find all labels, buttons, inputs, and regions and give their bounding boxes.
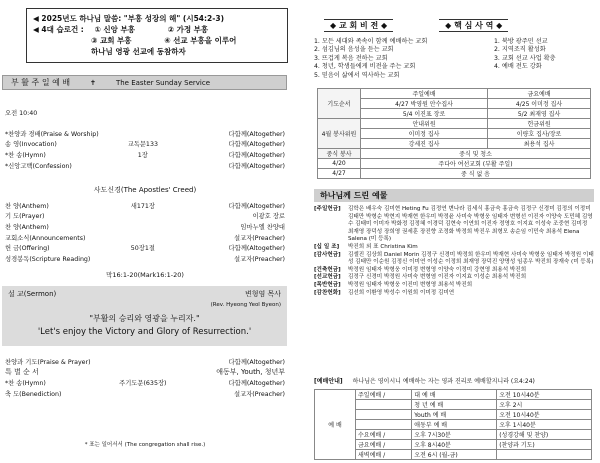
offering-list (314, 206, 594, 297)
creed-label: 사도신경(The Apostles' Creed) (93, 186, 197, 194)
order-row: 찬양과 기도(Praise & Prayer) 다함께(Altogether) (5, 358, 285, 366)
scripture-ref: 막16:1-20(Mark16:1-20) (106, 271, 184, 279)
service-time: 오전 10:40 (5, 110, 38, 117)
order-row: 성경봉독(Scripture Reading) 설교자(Preacher) (5, 255, 285, 263)
order-top (5, 128, 285, 170)
order-row: *찬 송(Hymn) 주기도문(635장) 다함께(Altogether) (5, 379, 285, 387)
offering-row: [건축헌금] 박정원 임태자 박형웅 이미정 변형영 이양숙 이정미 강현영 최용석 박진희 (314, 266, 527, 273)
list-item: 5. 믿음이 삶에서 역사하는 교회 (314, 71, 400, 79)
vision-list (314, 38, 494, 80)
offering-row: [선교헌금] 김정구 신경미 박정원 사미숙 변형염 이진자 이지효 이성순 최용석 박진희 (314, 274, 527, 281)
right-column (314, 5, 594, 297)
offering-row: [주일헌금] 김학은 배우숙 김미현 Heting Fu 김정연 변나라 김세식 홍금숙 홍금숙 김정구 신경미 김정의 이정미 김태만 박형순 박현지 박재현 한우미 박정윤 사미숙 박형웅 임태자 변형선 이진자 이양숙 도민혜 김영수 김태미 이미자 박화정 김정혜 이경덕 김현숙 이연희 이진자 정영호 이지효 이성숙 조중현 김미정 최재영 장덕성 장희영 권세훈 장진향 조정화 박정희 박진우 최형모 송순임 이민숙 최용석 Elena Salena (미 등록) (314, 206, 593, 243)
year-verse-line: ◀ 2025년도 하나님 말씀: "부흥 성장의 해" (시54:2-3) (33, 14, 225, 23)
order-mid (5, 200, 285, 264)
order-row: 송 영(Invocation) 교독문133 다함께(Altogether) (5, 141, 285, 149)
order-row: *신앙고백(Confession) 다함께(Altogether) (5, 162, 285, 170)
slogans-row-2: ③ 교회 부흥 ④ 선교 부흥을 이루어 (91, 36, 237, 45)
duty-table: 기도순서 주일예배 금요예배 4/27 박영원 안수집사 4/25 이미정 집사 5/4 이진표 장로 5/2 최재영 집사 4월 봉사위원 안내위원 헌금위원 이미정 집사 이량호 집사/장로 강세진 집사 최용석 집사 중식 봉사 중식 및 청소 4/20 주다아 여선교회 (부활 주일) 4/27 중 식 없 음 (317, 88, 591, 179)
sermon-preacher: 변형염 목사 (244, 289, 281, 298)
order-row: 특 별 순 서 애동부, Youth, 청년부 (5, 367, 285, 376)
cross-icon: ✝ (90, 78, 96, 87)
offering-row: [십 일 조] 박진희 외 표 Christina Kim (314, 244, 418, 250)
worship-guide-label: [예배안내] (314, 378, 343, 385)
order-row: 기 도(Prayer) 이광호 장로 (5, 213, 285, 221)
core-title: ◆ 핵 심 사 역 ◆ (439, 19, 508, 32)
list-item: 2. 지역조직 활성화 (494, 46, 546, 54)
worship-table: 예 배 주일예배 / 대 예 배 오전 10시40분 청 년 예 배 오후 2시 Youth 예 배 오전 10시40분 애동부 예 배 오후 1시40분 수요예배 / 오후 7시30분 (성경강해 및 찬양) 금요예배 / 오후 8시40분 (찬양과 기도) 새벽예배 / 오전 6시 (월-금) (314, 389, 592, 460)
order-row: 찬 양(Anthem) 임마누엘 찬양대 (5, 223, 285, 231)
sermon-title-en: 'Let's enjoy the Victory and Glory of Resurrection.' (37, 327, 252, 337)
list-item: 4. 청년, 학생들에게 비전을 주는 교회 (314, 63, 416, 71)
core-list (494, 38, 594, 80)
offering-row: [감찬헌화] 김선희 이환영 박성수 이원희 이미정 김미연 (314, 289, 455, 296)
list-item: 1. 모든 세대와 족속이 함께 예배하는 교회 (314, 38, 428, 45)
list-item: 4. 예배 전도 강화 (494, 63, 542, 71)
offering-row: [목반헌금] 박정원 임태자 박형웅 이진미 변형영 최용석 박진희 (314, 281, 473, 288)
yearly-verse-box (26, 8, 288, 63)
sermon-title-ko: "부활의 승리와 영광을 누리자." (89, 314, 200, 323)
worship-guide (314, 376, 594, 460)
vision-title: ◆ 교 회 비 전 ◆ (324, 19, 393, 32)
order-bottom (5, 356, 285, 398)
list-item: 3. 교회 선교 사업 확충 (494, 54, 556, 62)
list-item: 1. 북방 광주민 선교 (494, 38, 548, 45)
order-row: *찬 송(Hymn) 1장 다함께(Altogether) (5, 151, 285, 159)
list-item: 3. 뜨겁게 복음 전하는 교회 (314, 54, 388, 62)
service-title-bar: 부 활 주 일 예 배 ✝ The Easter Sunday Service (2, 75, 287, 90)
slogan-closing: 하나님 영광 선교에 동참하자 (91, 47, 186, 56)
order-row: 축 도(Benediction) 설교자(Preacher) (5, 390, 285, 398)
order-row: *찬양과 경배(Praise & Worship) 다함께(Altogether) (5, 130, 285, 138)
sermon-box (2, 286, 287, 346)
list-item: 2. 섬김님의 음성을 듣는 교회 (314, 46, 394, 54)
order-row: 헌 금(Offering) 50장1절 다함께(Altogether) (5, 245, 285, 253)
offering-row: [감사헌금] 김셀진 김상희 Daniel Morin 김정구 신경미 박정희 한우미 박재현 사미숙 박형웅 임태자 박정원 이태성 김태만 이순원 김정신 이미연 이성순 이정희 최재영 장덕진 양명성 임종우 박진희 장재숙 (미 등록) (314, 251, 594, 266)
offering-title: 하나님께 드린 예물 (314, 189, 594, 202)
worship-guide-verse: 하나님은 영이시니 예배하는 자는 영과 진리로 예배할지니라 (요4:24) (352, 378, 535, 385)
order-row: 교회소식(Announcements) 설교자(Preacher) (5, 234, 285, 242)
four-slogans-row: ◀ 4대 습로건 : ① 신앙 부흥 ② 가정 부흥 (33, 25, 209, 34)
sermon-preacher-en: (Rev. Hyeong Yeol Byeon) (210, 301, 281, 308)
order-row: 찬 양(Anthem) 새171장 다함께(Altogether) (5, 202, 285, 210)
sermon-label: 설 교(Sermon) (8, 289, 57, 298)
rise-footnote: * 표는 일어서서 (The congregation shall rise.) (84, 442, 206, 448)
